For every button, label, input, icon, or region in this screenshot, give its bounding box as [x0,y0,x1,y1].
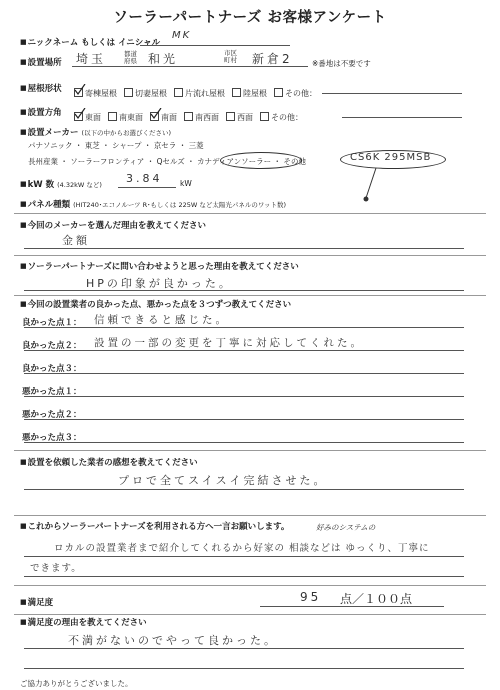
maker-option: ソーラーフロンティア [70,157,145,166]
answer-line [24,396,464,397]
maker-label: ■設置メーカー (以下の中からお選びください) [20,128,172,138]
kw-unit: kW [180,179,192,188]
answer-line [24,419,464,420]
q-contact-reason: ■ソーラーパートナーズに問い合わせようと思った理由を教えてください [20,262,299,272]
maker-option: パナソニック [28,141,73,150]
direction-checkbox-0[interactable] [74,112,83,121]
direction-checkbox-5[interactable] [260,112,269,121]
a-contact-reason: HPの印象が良かった。 [86,277,233,290]
roof-option-3[interactable] [232,88,267,99]
satisfaction-value: 95 [300,590,322,604]
direction-options [74,105,310,124]
separator-dot: ・ [72,141,85,150]
footer-thanks: ご協力ありがとうございました。 [20,679,133,688]
model-arrow [362,166,382,206]
direction-option-label: 南東面 [119,113,143,122]
direction-option-3[interactable] [184,112,219,123]
a-sat-reason: 不満がないのでやって良かった。 [68,634,278,647]
point-label-2: 良かった点３： [22,364,82,374]
separator-dot: ・ [141,141,154,150]
maker-option: シャープ [112,141,142,150]
message-insert: 好みのシステムの [316,523,376,532]
maker-option: 東芝 [84,141,100,150]
direction-option-label: 南面 [161,113,177,122]
location-city: 和光 [148,52,179,66]
answer-line [24,442,464,443]
maker-option: その他 [283,157,306,166]
answer-line [24,350,464,351]
roof-option-0[interactable] [74,88,117,99]
maker-row-1 [28,140,204,151]
location-area: 新倉2 [252,52,293,66]
direction-option-5[interactable] [260,112,303,123]
satisfaction-suffix: 点／１００点 [340,592,413,606]
direction-checkbox-2[interactable] [150,112,159,121]
answer-line [24,327,464,328]
location-pref: 埼玉 [76,52,107,66]
roof-option-label: その他： [285,89,317,98]
roof-options [74,81,324,100]
point-label-0: 良かった点１： [22,318,82,328]
direction-option-2[interactable] [150,112,177,123]
separator-dot: ・ [176,141,189,150]
separator-dot: ・ [184,157,198,166]
direction-checkbox-3[interactable] [184,112,193,121]
roof-option-label: 片流れ屋根 [185,89,225,98]
direction-option-1[interactable] [108,112,143,123]
q-maker-reason: ■今回のメーカーを選んだ理由を教えてください [20,221,206,231]
kw-label: ■kW 数 (4.32kW など) [20,180,102,190]
message-line-2: できます。 [30,563,82,574]
q-sat-reason: ■満足度の理由を教えてください [20,618,147,628]
direction-option-label: 南西面 [195,113,219,122]
direction-option-label: 西面 [237,113,253,122]
roof-checkbox-3[interactable] [232,88,241,97]
page-title: ソーラーパートナーズ お客様アンケート [113,10,387,26]
nickname-label: ■ニックネーム もしくは イニシャル [20,38,161,48]
roof-option-1[interactable] [124,88,167,99]
direction-option-0[interactable] [74,112,101,123]
maker-option: Qセルズ [156,157,185,166]
roof-checkbox-2[interactable] [174,88,183,97]
kw-value: 3.84 [126,172,163,185]
separator-dot: ・ [99,141,113,150]
q-message: ■これからソーラーパートナーズを利用される方へ一言お願いします。 [20,522,290,532]
city-unit: 市区 町村 [224,49,237,64]
q-impression: ■設置を依頼した業者の感想を教えてください [20,458,198,468]
roof-option-2[interactable] [174,88,225,99]
answer-line [24,373,464,374]
direction-option-4[interactable] [226,112,253,123]
maker-circle [220,152,302,169]
point-label-5: 悪かった点３： [22,433,82,443]
location-note: ※番地は不要です [312,59,371,68]
maker-model: CS6K 295MSB [350,152,432,163]
maker-option: 三菱 [188,141,204,150]
nickname-value: MK [172,30,192,41]
roof-option-label: 陸屋根 [243,89,267,98]
separator-dot: ・ [271,157,284,166]
point-label-1: 良かった点２： [22,341,82,351]
roof-checkbox-0[interactable] [74,88,83,97]
point-answer-0: 信頼できると感じた。 [94,314,229,326]
point-answer-1: 設置の一部の変更を丁寧に対応してくれた。 [94,337,364,349]
maker-option: カナディアンソーラー [197,157,272,166]
direction-label: ■設置方角 [20,108,62,118]
model-circle [340,150,446,169]
point-label-4: 悪かった点２： [22,410,82,420]
direction-checkbox-4[interactable] [226,112,235,121]
roof-option-label: 寄棟屋根 [85,89,117,98]
direction-checkbox-1[interactable] [108,112,117,121]
separator-dot: ・ [144,157,157,166]
direction-option-label: その他： [271,113,303,122]
separator-dot: ・ [58,157,71,166]
maker-option: 京セラ [153,141,177,150]
a-impression: プロで全てスイスイ完結させた。 [118,474,328,487]
maker-option: 長州産業 [28,157,58,166]
roof-option-label: 切妻屋根 [135,89,167,98]
satisfaction-label: ■満足度 [20,598,54,608]
location-label: ■設置場所 [20,58,62,68]
direction-option-label: 東面 [85,113,101,122]
panel-label: ■パネル種類 (HIT240･エコノルーツ R･もしくは 225W など太陽光パネルのワット数) [20,200,287,210]
point-label-3: 悪かった点１： [22,387,82,397]
pref-unit: 都道 府県 [124,50,137,65]
message-line-1: ロカルの設置業者まで紹介してくれるから好家の 相談などは ゆっくり、丁寧に [54,543,430,554]
q-points: ■今回の設置業者の良かった点、悪かった点を３つずつ教えてください [20,300,292,310]
a-maker-reason: 金額 [62,234,90,247]
roof-label: ■屋根形状 [20,84,62,94]
roof-checkbox-4[interactable] [274,88,283,97]
roof-option-4[interactable] [274,88,317,99]
roof-checkbox-1[interactable] [124,88,133,97]
